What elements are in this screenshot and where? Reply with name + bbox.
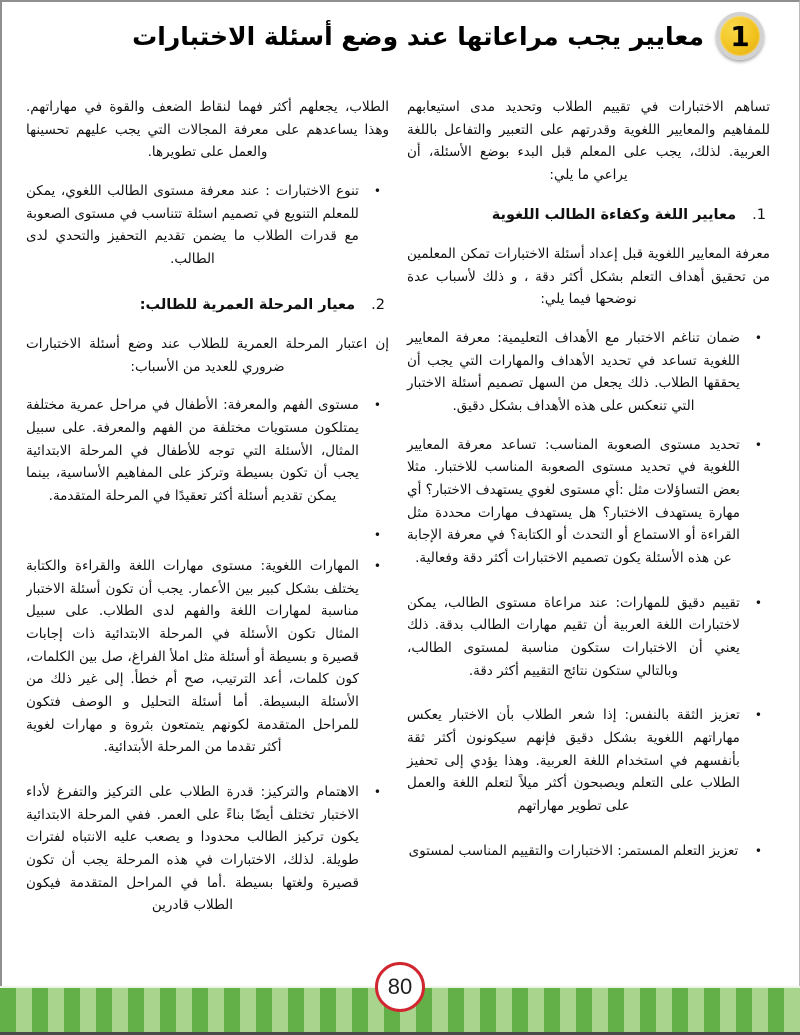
bullet-item [407,434,762,570]
bullet-item [407,840,762,863]
bullet-marker: • [373,784,381,799]
bullet-text: تحديد مستوى الصعوبة المناسب: تساعد معرفة المعايير اللغوية في تحديد مستوى الصعوبة المناسب للاختبار. مثلا بعض التساؤلات مثل :أي مستوى لغوي يستهدف الاختبار؟ أي مهارة يستهدف الاختبار؟ هل يستهدف مهارات محددة مثل القراءة أو الاستماع أو التحدث أو الكتابة؟ في معرفة الإجابة عن هذه الأسئلة يكون تصميم الاختبارات أكثر دقة وفعالية. [407,436,740,567]
heading-text: معايير اللغة وكفاءة الطالب اللغوية [491,206,737,223]
bullet-text: مستوى الفهم والمعرفة: الأطفال في مراحل عمرية مختلفة يمتلكون مستويات مختلفة من الفهم والمعرفة. على سبيل المثال، الأسئلة التي توجه للأطفال في المرحلة الابتدائية يجب أن تكون بسيطة وتركز على المفاهيم الأساسية، بينما يمكن تقديم أسئلة أكثر تعقيدًا في المرحلة المتقدمة. [26,397,359,505]
section-2-paragraph: إن اعتبار المرحلة العمرية للطلاب عند وضع أسئلة الاختبارات ضروري للعديد من الأسباب: [26,336,389,375]
bullet-text: تعزيز التعلم المستمر: الاختبارات والتقييم المناسب لمستوى [408,842,739,859]
page-number-text: 80 [387,974,413,999]
bullet-text: ضمان تناغم الاختبار مع الأهداف التعليمية: معرفة المعايير اللغوية تساعد في تحديد الأهداف والمهارات التي يجب أن يحققها الطلاب. ذلك يجعل من السهل تصميم أسئلة الاختبار التي تنعكس على هذه الأهداف بشكل دقيق. [407,330,740,415]
page-header [36,12,764,60]
heading-text: معيار المرحلة العمرية للطالب: [139,296,356,313]
continuation-paragraph: الطلاب، يجعلهم أكثر فهما لنقاط الضعف والقوة في مهاراتهم. وهذا يساعدهم على معرفة المجالات التي يجب عليهم تحسينها والعمل على تطويرها. [26,99,389,161]
heading-number: 2. [371,296,385,313]
bullet-marker: • [754,331,762,346]
bullet-item-empty [26,524,381,545]
bullet-item [407,704,762,817]
bullet-text: الاهتمام والتركيز: قدرة الطلاب على التركيز والتفرغ لأداء الاختبار تختلف أيضًا بناءً على العمر. ففي المرحلة الابتدائية يكون تركيز الطالب محدودا و يصعب عليه الانتباه لفترات طويلة. لذلك، الاختبارات في هذه المرحلة يجب أن تكون قصيرة ولغتها بسيطة .أما في المراحل المتقدمة فيكون الطلاب قادرين [26,783,359,914]
bullet-item [26,555,381,759]
bullet-text: تقييم دقيق للمهارات: عند مراعاة مستوى الطالب، يمكن لاختبارات اللغة العربية أن تقيم مهارات الطالب بدقة. ذلك يعني أن الاختبارات ستكون مناسبة لمستوى الطالب، وبالتالي ستكون نتائج التقييم أكثر دقة. [407,594,740,679]
section-heading-2 [26,293,385,317]
bullet-text: تعزيز الثقة بالنفس: إذا شعر الطلاب بأن الاختبار يعكس مهاراتهم اللغوية بشكل دقيق فإنهم سيكونون أكثر ثقة بأنفسهم في استخدام اللغة العربية. وهذا يؤدي إلى تحفيز الطلاب على التعلم ويصبحون أكثر ميلاً لتعلم اللغة والعمل على تطوير مهاراتهم [407,707,740,815]
bullet-item [26,394,381,507]
bullet-marker: • [373,398,381,413]
bullet-marker: • [754,595,762,610]
bullet-item [26,180,381,271]
bullet-item [407,327,762,418]
section-number-badge [716,12,764,60]
bullet-marker: • [373,558,381,573]
bullet-text: المهارات اللغوية: مستوى مهارات اللغة والقراءة والكتابة يختلف بشكل كبير بين الأعمار. يجب أن تكون أسئلة الاختبار مناسبة لمهارات اللغة والفهم لدى الطلاب. على سبيل المثال تكون الأسئلة في المرحلة الابتدائية ذات إجابات قصيرة و بسيطة أو أسئلة مثل املأ الفراغ، صل بين الكلمات، كون كلمات، أعد الترتيب، صح أم خطأ. إلى غير ذلك من الأسئلة البسيطة. أما أسئلة التحليل و الوصف فتكون للمراحل المتقدمة لكونهم يتمتعون بثروة و مهارات لغوية أكثر تقدما من المرحلة الأبتدائية. [26,557,359,756]
bullet-marker: • [373,184,381,199]
bullet-marker: • [754,843,762,858]
bullet-text: تنوع الاختبارات : عند معرفة مستوى الطالب اللغوي، يمكن للمعلم التنويع في تصميم اسئلة تتناسب في مستوى الصعوبة مع قدرات الطلاب ما يضمن تقديم التحفيز والتحدي لدى الطالب. [26,183,359,268]
column-right [407,96,774,943]
page-number [375,962,425,1012]
page-title: معايير يجب مراعاتها عند وضع أسئلة الاختبارات [132,21,704,51]
intro-paragraph: تساهم الاختبارات في تقييم الطلاب وتحديد مدى استيعابهم للمفاهيم والمعايير اللغوية وقدرتهم على التعبير والتفاعل باللغة العربية. لذلك، يجب على المعلم قبل البدء بوضع الأسئلة، أن يراعي ما يلي: [407,99,770,184]
content-columns [26,96,774,943]
bullet-item [407,592,762,683]
bullet-text [26,524,359,545]
bullet-marker: • [754,437,762,452]
bullet-marker: • [754,708,762,723]
section-heading-1 [407,203,766,227]
column-left [26,96,393,943]
section-1-paragraph: معرفة المعايير اللغوية قبل إعداد أسئلة الاختبارات تمكن المعلمين من تحقيق أهداف التعلم بشكل أكثر دقة ، و ذلك لأسباب عدة نوضحها فيما يلي: [407,246,770,308]
section-number: 1 [730,19,750,53]
bullet-item [26,781,381,917]
heading-number: 1. [752,206,766,223]
bullet-marker: • [373,527,381,542]
